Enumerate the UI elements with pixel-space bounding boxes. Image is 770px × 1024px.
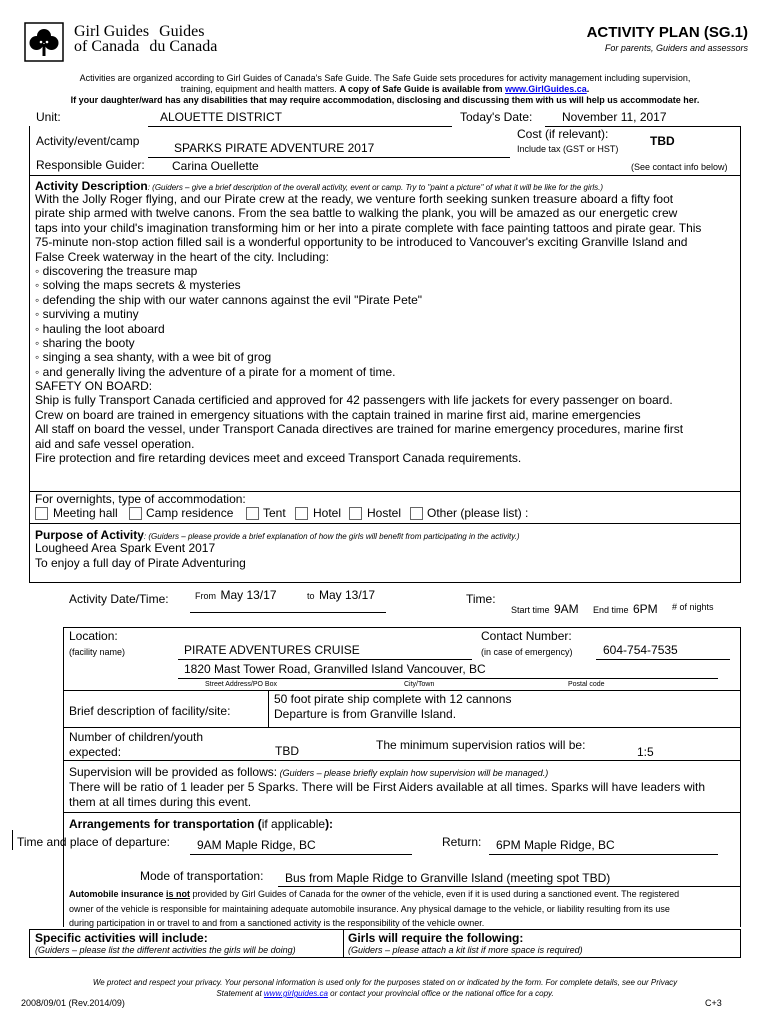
children-label: Number of children/youth expected: (69, 730, 204, 759)
description-line: ◦ defending the ship with our water cannons against the evil "Pirate Pete" (35, 292, 423, 307)
city-label: City/Town (404, 681, 435, 688)
supervision-text[interactable]: There will be ratio of 1 leader per 5 Sparks. There will be First Aiders available at all times. Sparks will have leaders with them at all times during this event. (69, 780, 706, 809)
trefoil-icon (24, 22, 64, 62)
description-line: Ship is fully Transport Canada certificied and approved for 42 passengers with life jackets for every passenger on board. (35, 393, 673, 408)
purpose-heading: Purpose of Activity: (Guiders – please provide a brief explanation of how the girls will benefit from participating in the activity.) (35, 528, 520, 542)
description-heading: Activity Description: (Guiders – give a brief description of the overall activity, event or camp. Try to "paint a picture" of what it will be like for the girls.) (35, 179, 604, 193)
facility-desc-label: Brief description of facility/site: (69, 704, 231, 718)
form-version: 2008/09/01 (Rev.2014/09) (21, 998, 125, 1008)
purpose-text[interactable]: Lougheed Area Spark Event 2017 To enjoy a full day of Pirate Adventuring (35, 541, 246, 570)
address-field[interactable]: 1820 Mast Tower Road, Granvilled Island Vancouver, BC (184, 662, 486, 676)
description-line: False Creek waterway in the heart of the city. Including: (35, 249, 329, 264)
cost-note: Include tax (GST or HST) (517, 144, 619, 154)
todays-date-field[interactable]: November 11, 2017 (562, 110, 667, 124)
ratio-label: The minimum supervision ratios will be: (376, 738, 586, 752)
start-time[interactable]: Start time 9AM (511, 602, 579, 616)
description-line: pirate ship armed with twelve canons. From the sea battle to walking the plank, you will be amazed as our energetic crew (35, 206, 678, 221)
page-subtitle: For parents, Guiders and assessors (604, 43, 748, 53)
supervision-heading: Supervision will be provided as follows: (Guiders – please briefly explain how supervision will be managed.) (69, 765, 549, 779)
description-line: Crew on board are trained in emergency situations with the captain trained in marine first aid, marine emergencies (35, 407, 641, 422)
description-line: ◦ hauling the loot aboard (35, 321, 165, 336)
intro-text: Activities are organized according to Girl Guides of Canada's Safe Guide. The Safe Guide sets procedures for activity management including supervision, training, equipment and health matters. A copy of Safe Guide is available from www.GirlGuides.ca. If your daughter/ward has any disabilities that may require accommodation, disclosing and discussing them with us will help us accommodate her. (70, 73, 700, 105)
description-text[interactable] (35, 192, 740, 465)
specific-activities-hint: (Guiders – please list the different activities the girls will be doing) (35, 945, 296, 955)
facility-name-label: (facility name) (69, 647, 126, 657)
checkbox-hostel[interactable] (349, 507, 362, 520)
description-line: ◦ singing a sea shanty, with a wee bit of grog (35, 350, 272, 365)
description-line: taps into your child's imagination transforming him or her into a pirate complete with face painting tattoos and pirate gear. This (35, 220, 702, 235)
accommodation-label: For overnights, type of accommodation: (35, 492, 246, 506)
logo (24, 22, 224, 62)
mode-field[interactable]: Bus from Maple Ridge to Granville Island (meeting spot TBD) (285, 871, 611, 885)
cost-label: Cost (if relevant): (517, 127, 609, 141)
date-to[interactable]: to May 13/17 (307, 588, 376, 602)
end-time[interactable]: End time 6PM (593, 602, 658, 616)
specific-activities-label: Specific activities will include: (35, 931, 208, 945)
camp-residence-label: Camp residence (146, 506, 234, 520)
activity-field[interactable]: SPARKS PIRATE ADVENTURE 2017 (174, 141, 375, 155)
requirements-label: Girls will require the following: (348, 931, 524, 945)
hotel-label: Hotel (313, 506, 342, 520)
other-label: Other (please list) : (427, 506, 529, 520)
description-line: ◦ solving the maps secrets & mysteries (35, 278, 241, 293)
logo-text: of Canada (74, 38, 140, 55)
insurance-notice: Automobile insurance is not provided by Girl Guides of Canada for the owner of the vehicle, even if it is used during a sanctioned event. The registered owner of the vehicle is responsible for maintaining adequate automobile insurance. Any physical damage to the vehicle, or liability resulting from its use during participation in or travel to and from a sanctioned activity is the responsibility of the vehicle owner. (69, 889, 680, 928)
requirements-hint: (Guiders – please attach a kit list if more space is required) (348, 945, 583, 955)
unit-field[interactable]: ALOUETTE DISTRICT (160, 110, 283, 124)
privacy-statement: We protect and respect your privacy. Your personal information is used only for the purposes stated on or indicated by the form. For complete details, see our Privacy Statement at www.girlguides.ca or contact your provincial office or the national office for a copy. (92, 978, 678, 998)
page-title: ACTIVITY PLAN (SG.1) (586, 24, 748, 41)
girlguides-link[interactable]: www.GirlGuides.ca (505, 84, 587, 94)
description-line: All staff on board the vessel, under Transport Canada directives are trained for marine emergency procedures, marine first (35, 422, 684, 437)
contact-number-label: Contact Number: (481, 629, 572, 643)
logo-text-fr: du Canada (149, 38, 218, 55)
description-line: ◦ discovering the treasure map (35, 263, 198, 278)
unit-label: Unit: (36, 110, 61, 124)
description-line: With the Jolly Roger flying, and our Pirate crew at the ready, we venture forth seeking sunken treasure aboard a fifty foot (35, 192, 674, 206)
location-label: Location: (69, 629, 118, 643)
return-label: Return: (442, 835, 482, 849)
description-line: ◦ surviving a mutiny (35, 307, 139, 322)
departure-label: Time and place of departure: (17, 835, 170, 849)
checkbox-hotel[interactable] (295, 507, 308, 520)
activity-label: Activity/event/camp (36, 134, 140, 148)
description-line: aid and safe vessel operation. (35, 436, 195, 451)
privacy-link[interactable]: www.girlguides.ca (263, 989, 328, 998)
date-time-label: Activity Date/Time: (69, 592, 169, 606)
departure-field[interactable]: 9AM Maple Ridge, BC (197, 838, 316, 852)
description-line: Fire protection and fire retarding devices meet and exceed Transport Canada requirements. (35, 451, 522, 466)
logo-text: Girl Guides (74, 23, 150, 40)
contact-info-note: (See contact info below) (631, 162, 728, 172)
description-line: ◦ sharing the booty (35, 335, 135, 350)
checkbox-tent[interactable] (246, 507, 259, 520)
logo-text-fr: Guides (159, 23, 205, 40)
guider-field[interactable]: Carina Ouellette (172, 159, 259, 173)
description-line: SAFETY ON BOARD: (35, 379, 153, 394)
children-field[interactable]: TBD (275, 744, 299, 758)
mode-label: Mode of transportation: (140, 869, 264, 883)
cost-field[interactable]: TBD (650, 134, 675, 148)
contact-number-field[interactable]: 604-754-7535 (603, 643, 678, 657)
ratio-field[interactable]: 1:5 (637, 745, 654, 759)
guider-label: Responsible Guider: (36, 158, 145, 172)
tent-label: Tent (263, 506, 286, 520)
facility-name-field[interactable]: PIRATE ADVENTURES CRUISE (184, 643, 360, 657)
form-code: C+3 (705, 998, 722, 1008)
checkbox-other[interactable] (410, 507, 423, 520)
time-label: Time: (466, 592, 496, 606)
todays-date-label: Today's Date: (460, 110, 533, 124)
contact-note: (in case of emergency) (481, 647, 573, 657)
description-line: ◦ and generally living the adventure of a pirate for a moment of time. (35, 364, 396, 379)
nights-label[interactable]: # of nights (672, 602, 714, 612)
description-line: 75-minute non-stop action filled sail is a wonderful opportunity to be introduced to Vancouver's exciting Granville Island and (35, 235, 688, 250)
transport-heading: Arrangements for transportation (if applicable): (69, 817, 334, 831)
date-from[interactable]: From May 13/17 (195, 588, 277, 602)
checkbox-meeting-hall[interactable] (35, 507, 48, 520)
hostel-label: Hostel (367, 506, 402, 520)
return-field[interactable]: 6PM Maple Ridge, BC (496, 838, 615, 852)
street-label: Street Address/PO Box (205, 681, 277, 688)
postal-label: Postal code (568, 681, 605, 688)
facility-desc-field[interactable]: 50 foot pirate ship complete with 12 cannons Departure is from Granville Island. (274, 692, 512, 721)
checkbox-camp-residence[interactable] (129, 507, 142, 520)
meeting-hall-label: Meeting hall (53, 506, 118, 520)
